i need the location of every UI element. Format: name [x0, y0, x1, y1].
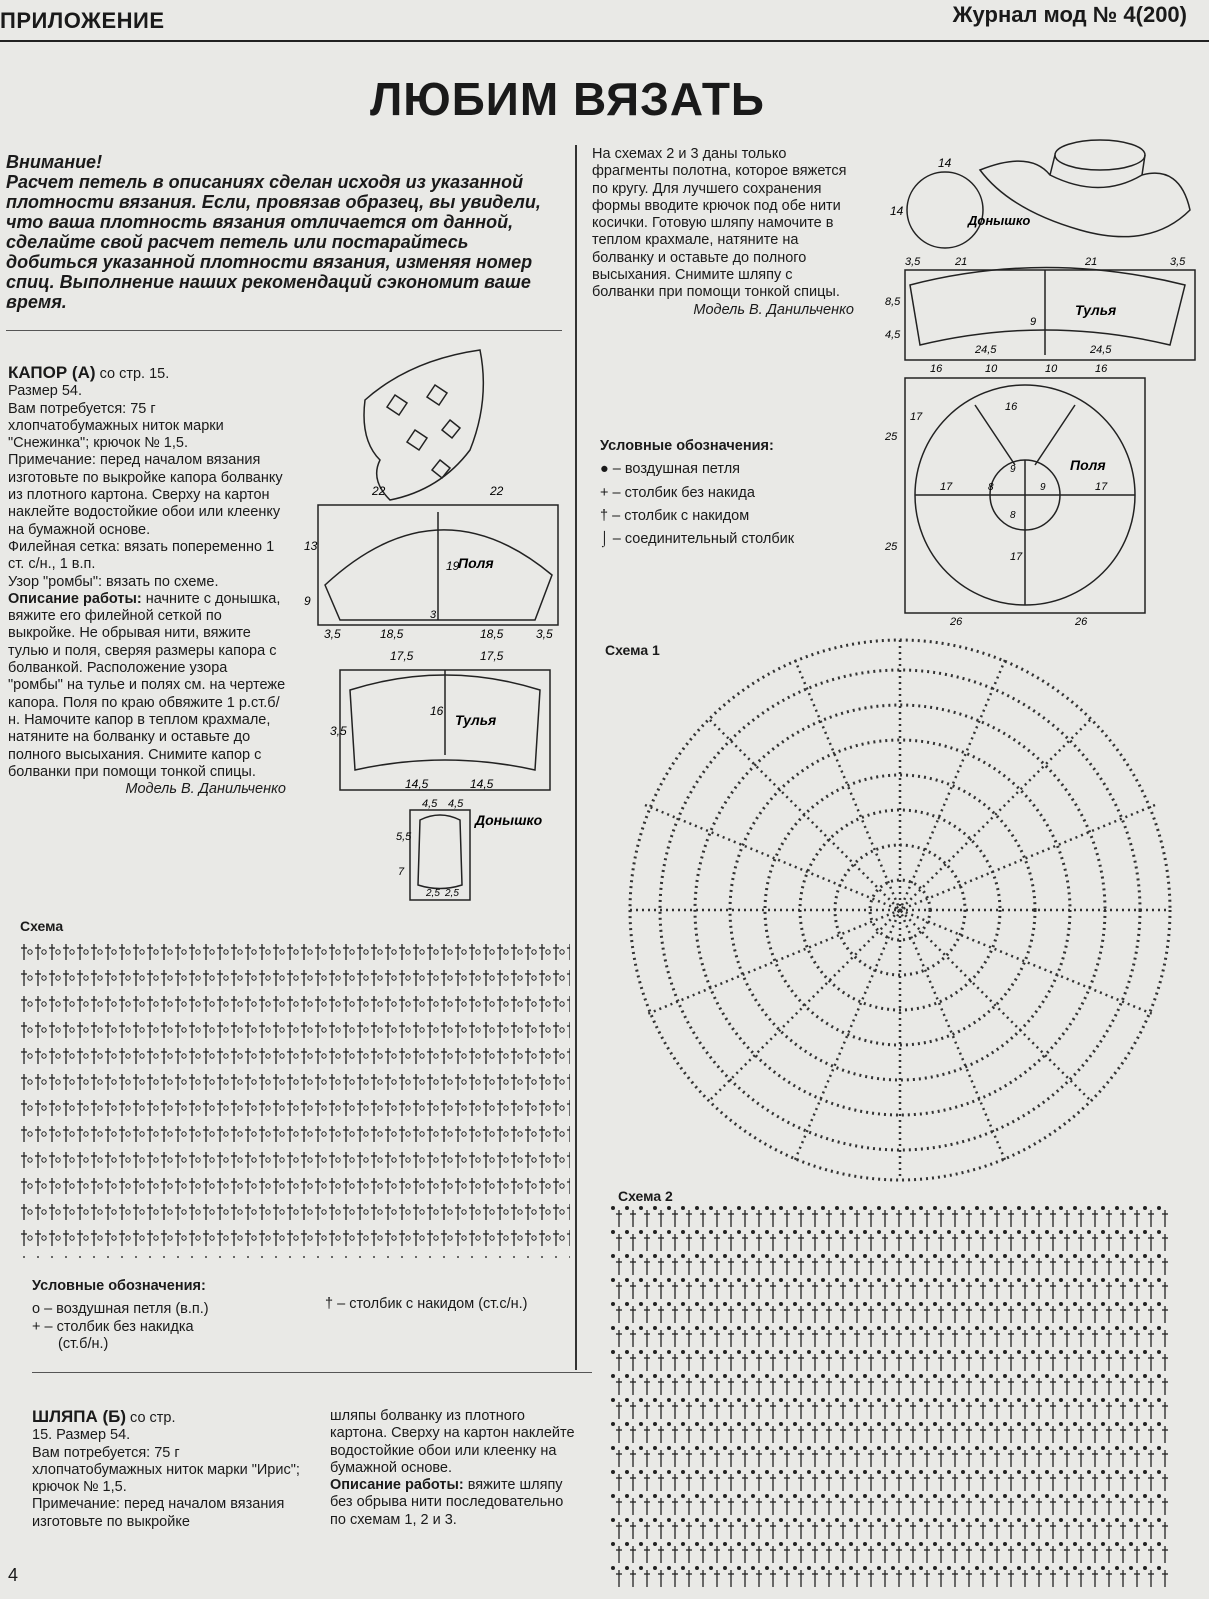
column-divider [575, 145, 577, 1370]
scheme1-circle [600, 630, 1200, 1190]
scheme1-label: Схема 1 [605, 642, 660, 658]
kapor-d175a: 17,5 [390, 649, 414, 663]
hat-tulya: Тулья [1075, 302, 1117, 318]
kapor-legend-vp: о – воздушная петля (в.п.) [32, 1301, 209, 1318]
kapor-ref: со стр. 15. [95, 366, 170, 382]
hat-author: Модель В. Данильченко [693, 301, 854, 318]
kapor-tulya: Тулья [455, 712, 497, 728]
shlyapa-desc-label: Описание работы: [330, 1477, 464, 1494]
hat-intro [592, 146, 854, 319]
hat-d8b: 8 [1010, 510, 1016, 521]
shlyapa-col2a: шляпы болванку из плотного картона. Сверху на картон наклейте водостойкие обои или клеенку на бумажной основе. [330, 1408, 575, 1476]
hat-d21b: 21 [1085, 256, 1098, 268]
kapor-d25b: 2,5 [445, 888, 459, 899]
hat-d45: 4,5 [885, 329, 901, 341]
hat-d10b: 10 [1045, 363, 1058, 375]
hat-d9a: 9 [1040, 482, 1046, 493]
kapor-pattern-drawing [290, 340, 570, 910]
kapor-legend-stsn-wrap [325, 1296, 528, 1313]
section-label: ПРИЛОЖЕНИЕ [0, 8, 165, 33]
divider-bottom [32, 1372, 592, 1373]
warning-heading: Внимание! [6, 152, 103, 172]
scheme2-grid [610, 1205, 1170, 1590]
kapor-d7: 7 [398, 866, 405, 878]
stsn-symbol-icon: † [325, 1296, 334, 1312]
kapor-filet: Филейная сетка: вязать попеременно 1 ст. с/н., 1 в.п. [8, 538, 275, 573]
kapor-d35c: 3,5 [330, 724, 347, 738]
hat-legend-stbn: – столбик без накида [612, 484, 755, 501]
kapor-desc-label: Описание работы: [8, 590, 142, 607]
kapor-d55: 5,5 [396, 831, 412, 843]
hat-donyshko: Донышко [968, 213, 1031, 228]
hat-d10a: 10 [985, 363, 998, 375]
hat-d26b: 26 [1075, 616, 1088, 628]
hat-d35a: 3,5 [905, 256, 921, 268]
kapor-donyshko: Донышко [475, 812, 543, 828]
kapor-d25a: 2,5 [426, 888, 440, 899]
hat-d26a: 26 [950, 616, 963, 628]
kapor-legend-stbn2: (ст.б/н.) [58, 1335, 109, 1352]
kapor-desc: начните с донышка, вяжите его филейной сеткой по выкройке. Не обрывая нити, вяжите тулью и поля, сверяя размеры капора с болванкой. Расположение узора "ромбы" на тулье и полях см. на чертеже капора. Поля по краю обвяжите 1 р.ст.б/н. Намочите капор в теплом крахмале, натяните на болванку и оставьте до полного высыхания. Снимите капор с болванки при помощи тонкой спицы. [8, 590, 286, 780]
hat-d17b: 17 [1095, 481, 1108, 493]
kapor-d45a: 4,5 [422, 798, 438, 810]
kapor-d16: 16 [430, 704, 444, 718]
shlyapa-desc: вяжите шляпу без обрыва нити последовательно по схемам 1, 2 и 3. [330, 1477, 564, 1528]
kapor-need: Вам потребуется: 75 г хлопчатобумажных ниток марки "Снежинка"; крючок № 1,5. [8, 400, 224, 452]
hat-pattern-drawing [880, 110, 1200, 630]
kapor-d45b: 4,5 [448, 798, 464, 810]
hat-d35b: 3,5 [1170, 256, 1186, 268]
warning-text: Расчет петель в описаниях сделан исходя из указанной плотности вязания. Если, провязав образец, вы увидели, что ваша плотность вязания отличается от данной, сделайте свой расчет петель или постарайтесь добиться указанной плотности вязания, изменяя номер спиц. Выполнение наших рекомендаций сэкономит ваше время. [6, 172, 541, 312]
hat-intro-text: На схемах 2 и 3 даны только фрагменты полотна, которое вяжется по кругу. Для лучшего сохранения формы вводите крючок под обе нити косички. Готовую шляпу намочите в теплом крахмале, натяните на болванку и оставьте до полного высыхания. Снимите шляпу с болванки при помощи тонкой спицы. [592, 146, 847, 301]
stbn-plus-icon: + [600, 484, 609, 501]
hat-legend-soed: – соединительный столбик [612, 531, 795, 548]
hat-d17d: 17 [910, 411, 923, 423]
kapor-d19: 19 [446, 559, 460, 573]
hat-d9: 9 [1030, 316, 1037, 328]
kapor-legend-stsn: – столбик с накидом (ст.с/н.) [337, 1296, 528, 1312]
page-title: ЛЮБИМ ВЯЗАТЬ [370, 73, 765, 125]
kapor-scheme-label: Схема [20, 918, 64, 934]
shlyapa-note: Примечание: перед началом вязания изготовьте по выкройке [32, 1496, 285, 1530]
kapor-d145a: 14,5 [405, 777, 429, 791]
hat-legend-stsn: – столбик с накидом [612, 507, 750, 524]
hat-d16c: 16 [1005, 401, 1018, 413]
page-number: 4 [8, 1565, 19, 1585]
divider [6, 330, 562, 331]
soed-hook-icon: ⌡ [600, 531, 609, 548]
header-rule [0, 40, 1209, 42]
hat-d14a: 14 [938, 156, 952, 170]
hat-d14b: 14 [890, 204, 904, 218]
vp-dot-icon: ● [600, 461, 609, 478]
shlyapa-need: Вам потребуется: 75 г хлопчатобумажных ниток марки "Ирис"; крючок № 1,5. [32, 1444, 300, 1496]
hat-d21a: 21 [955, 256, 968, 268]
kapor-d185b: 18,5 [480, 627, 504, 641]
kapor-d35b: 3,5 [536, 627, 553, 641]
kapor-legend-title: Условные обозначения: [32, 1278, 206, 1294]
hat-d17c: 17 [1010, 551, 1023, 563]
journal-title: Журнал мод № 4(200) [952, 2, 1187, 27]
kapor-d22a: 22 [372, 484, 386, 498]
kapor-d145b: 14,5 [470, 777, 494, 791]
hat-d85: 8,5 [885, 296, 901, 308]
stsn-dagger-icon: † [600, 507, 609, 524]
kapor-d13: 13 [304, 539, 318, 553]
shlyapa-text-col2 [330, 1408, 580, 1529]
kapor-d9: 9 [304, 594, 311, 608]
kapor-polya: Поля [458, 555, 494, 571]
shlyapa-heading: ШЛЯПА (Б) [32, 1407, 126, 1426]
kapor-size: Размер 54. [8, 383, 83, 400]
hat-d17a: 17 [940, 481, 953, 493]
kapor-pattern: Узор "ромбы": вязать по схеме. [8, 573, 219, 590]
hat-d9b: 9 [1010, 464, 1016, 475]
kapor-d3: 3 [430, 609, 437, 621]
kapor-scheme-grid [20, 940, 570, 1260]
hat-d16a: 16 [930, 363, 943, 375]
hat-polya: Поля [1070, 457, 1106, 473]
hat-d8a: 8 [988, 482, 994, 493]
kapor-heading: КАПОР (А) [8, 363, 96, 382]
shlyapa-text [32, 1408, 310, 1531]
kapor-d22b: 22 [490, 484, 504, 498]
scheme2-label: Схема 2 [618, 1188, 673, 1204]
kapor-legend-stbn: + – столбик без накидка [32, 1318, 194, 1335]
kapor-d185a: 18,5 [380, 627, 404, 641]
kapor-note: Примечание: перед началом вязания изготовьте по выкройке капора болванку из плотного картона. Сверху на картон наклейте водостойкие обои или клеенку на бумажной основе. [8, 452, 283, 538]
kapor-text [8, 364, 286, 798]
hat-d245b: 24,5 [1090, 344, 1112, 356]
warning-block [6, 152, 562, 312]
hat-d25a: 25 [885, 431, 898, 443]
hat-legend [600, 438, 870, 548]
hat-d245a: 24,5 [975, 344, 997, 356]
shlyapa-ref: со стр. [126, 1410, 176, 1426]
kapor-author: Модель В. Данильченко [125, 781, 286, 798]
kapor-d175b: 17,5 [480, 649, 504, 663]
hat-legend-title: Условные обозначения: [600, 438, 774, 454]
kapor-d35a: 3,5 [324, 627, 341, 641]
kapor-legend [32, 1278, 562, 1353]
hat-legend-vp: – воздушная петля [612, 461, 741, 478]
hat-d16b: 16 [1095, 363, 1108, 375]
shlyapa-ref2: 15. Размер 54. [32, 1427, 131, 1444]
hat-d25b: 25 [885, 541, 898, 553]
